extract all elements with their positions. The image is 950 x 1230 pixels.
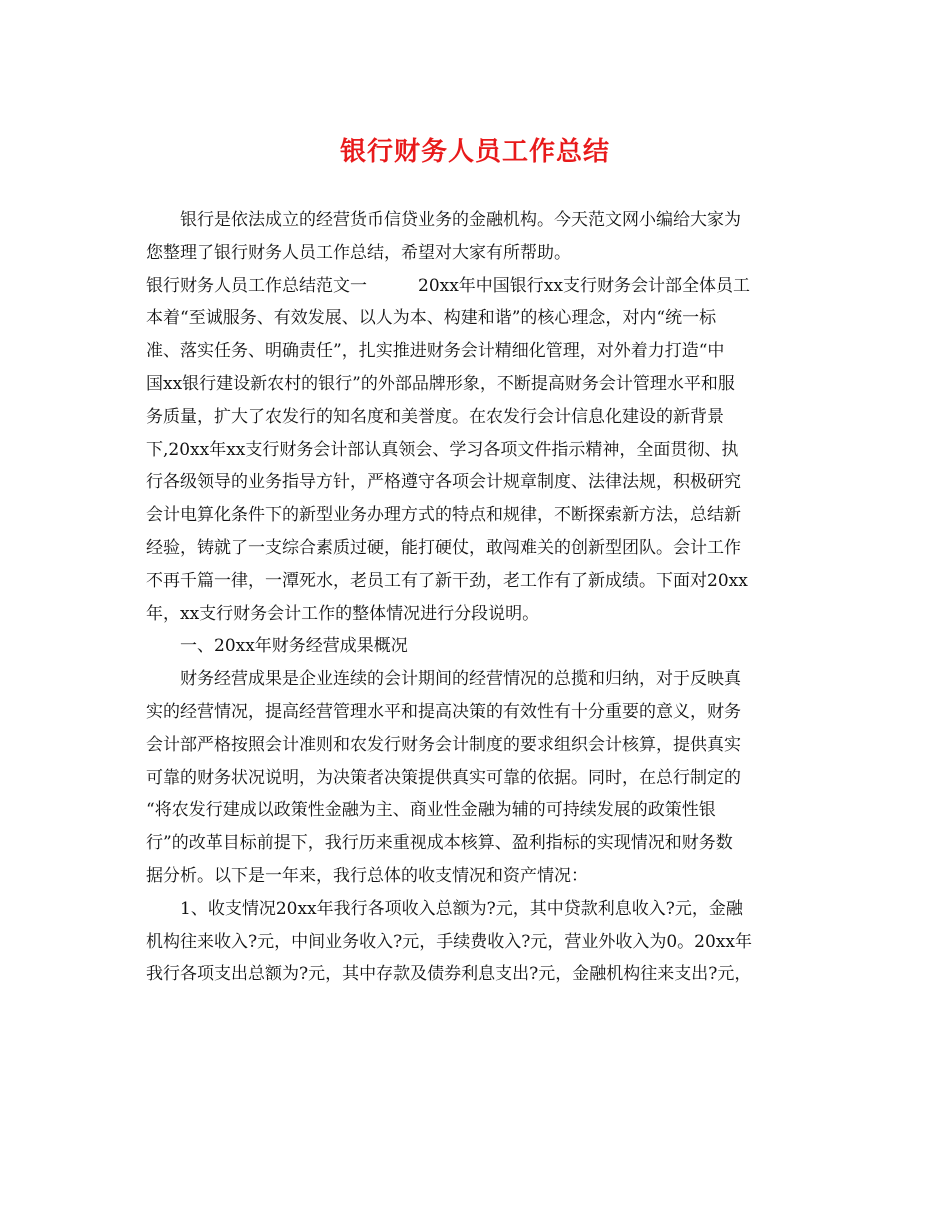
document-body <box>146 204 808 991</box>
paragraph-line: “将农发行建成以政策性金融为主、商业性金融为辅的可持续发展的政策性银 <box>146 800 716 821</box>
paragraph-line: 年，xx支行财务会计工作的整体情况进行分段说明。 <box>146 603 540 624</box>
paragraph-line: 本着“至诚服务、有效发展、以人为本、构建和谐”的核心理念，对内“统一标 <box>146 308 717 329</box>
paragraph-line: 准、落实任务、明确责任”，扎实推进财务会计精细化管理，对外着力打造“中 <box>146 341 725 362</box>
paragraph-line: 不再千篇一律，一潭死水，老员工有了新干劲，老工作有了新成绩。下面对20xx <box>146 570 748 591</box>
paragraph-line: 1、收支情况20xx年我行各项收入总额为?元，其中贷款利息收入?元，金融 <box>180 898 743 919</box>
document-title: 银行财务人员工作总结 <box>339 137 610 167</box>
paragraph-line: 经验，铸就了一支综合素质过硬，能打硬仗，敢闯难关的创新型团队。会计工作 <box>146 537 741 558</box>
paragraph-line: 我行各项支出总额为?元，其中存款及债券利息支出?元，金融机构往来支出?元， <box>146 964 752 985</box>
paragraph-line: 会计电算化条件下的新型业务办理方式的特点和规律，不断探索新方法，总结新 <box>146 505 741 526</box>
paragraph-line: 机构往来收入?元，中间业务收入?元，手续费收入?元，营业外收入为0。20xx年 <box>146 931 752 952</box>
paragraph-line: 银行是依法成立的经营货币信贷业务的金融机构。今天范文网小编给大家为 <box>180 210 741 230</box>
paragraph-line: 可靠的财务状况说明，为决策者决策提供真实可靠的依据。同时，在总行制定的 <box>146 767 741 788</box>
paragraph-line: 据分析。以下是一年来，我行总体的收支情况和资产情况： <box>146 865 588 886</box>
paragraph-line: 一、20xx年财务经营成果概况 <box>180 636 408 657</box>
paragraph-line: 您整理了银行财务人员工作总结，希望对大家有所帮助。 <box>146 242 571 263</box>
paragraph-line: 会计部严格按照会计准则和农发行财务会计制度的要求组织会计核算，提供真实 <box>146 734 741 755</box>
paragraph-line: 财务经营成果是企业连续的会计期间的经营情况的总揽和归纳，对于反映真 <box>180 669 741 690</box>
paragraph-line: 国xx银行建设新农村的银行”的外部品牌形象，不断提高财务会计管理水平和服 <box>146 373 735 394</box>
paragraph-line: 银行财务人员工作总结范文一 20xx年中国银行xx支行财务会计部全体员工 <box>146 275 750 296</box>
paragraph-line: 行”的改革目标前提下，我行历来重视成本核算、盈利指标的实现情况和财务数 <box>146 833 733 854</box>
paragraph-line: 实的经营情况，提高经营管理水平和提高决策的有效性有十分重要的意义，财务 <box>146 701 741 722</box>
paragraph-line: 务质量，扩大了农发行的知名度和美誉度。在农发行会计信息化建设的新背景 <box>146 406 724 427</box>
paragraph-line: 行各级领导的业务指导方针，严格遵守各项会计规章制度、法律法规，积极研究 <box>146 472 741 493</box>
paragraph-line: 下,20xx年xx支行财务会计部认真领会、学习各项文件指示精神，全面贯彻、执 <box>146 439 739 460</box>
